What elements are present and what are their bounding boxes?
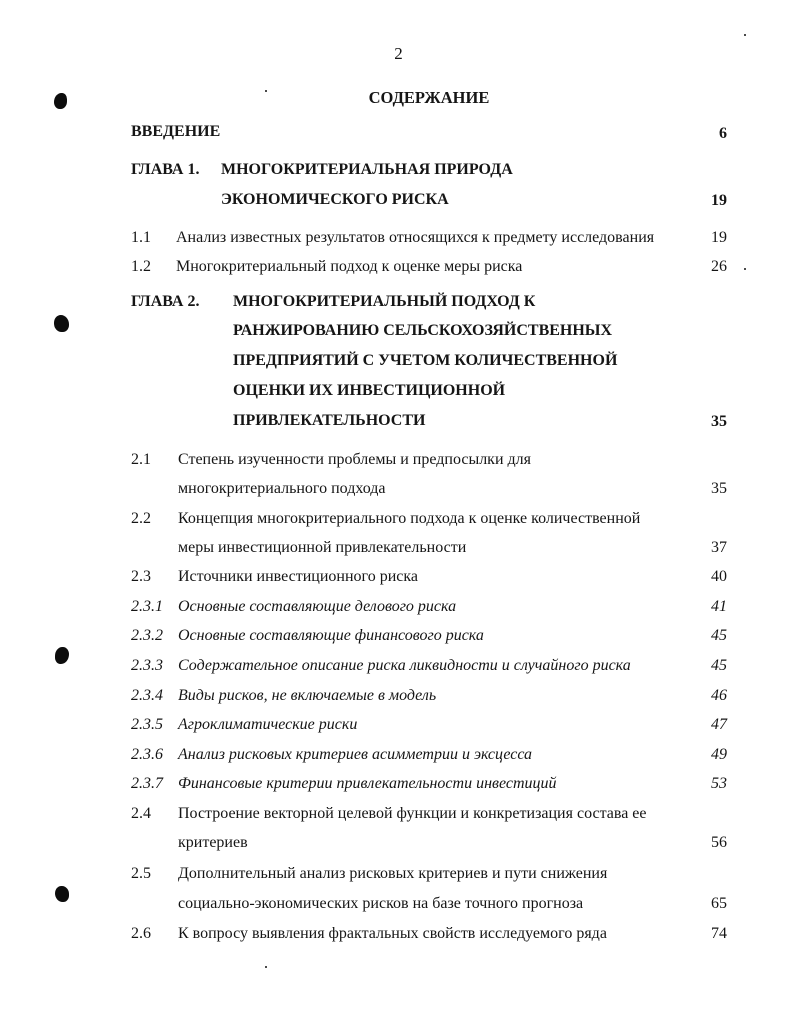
scan-blot-3	[55, 647, 69, 664]
section-2-5-title-line2: социально-экономических рисков на базе точного прогноза	[178, 895, 584, 912]
chapter2-title-line5: ПРИВЛЕКАТЕЛЬНОСТИ	[233, 412, 426, 429]
section-2-2-page: 37	[711, 539, 727, 556]
section-2-6-title: К вопросу выявления фрактальных свойств исследуемого ряда	[178, 925, 607, 942]
section-2-4-title-line2: критериев	[178, 834, 248, 851]
intro-page: 6	[719, 125, 727, 142]
section-1-2-page: 26	[711, 258, 727, 275]
section-2-3-3-title: Содержательное описание риска ликвидности и случайного риска	[178, 657, 631, 674]
chapter1-title-line1: МНОГОКРИТЕРИАЛЬНАЯ ПРИРОДА	[221, 161, 513, 178]
section-2-4-number: 2.4	[131, 805, 151, 822]
chapter1-title-line2: ЭКОНОМИЧЕСКОГО РИСКА	[221, 191, 449, 208]
section-2-3-5-page: 47	[711, 716, 727, 733]
scan-blot-4	[55, 886, 69, 902]
section-2-5-number: 2.5	[131, 865, 151, 882]
section-2-3-7-title: Финансовые критерии привлекательности инвестиций	[178, 775, 557, 792]
section-2-5-title-line1: Дополнительный анализ рисковых критериев и пути снижения	[178, 865, 608, 882]
section-2-4-title-line1: Построение векторной целевой функции и конкретизация состава ее	[178, 805, 647, 822]
section-2-3-7-number: 2.3.7	[131, 775, 163, 792]
section-2-3-7-page: 53	[711, 775, 727, 792]
section-2-6-number: 2.6	[131, 925, 151, 942]
section-2-3-title: Источники инвестиционного риска	[178, 568, 418, 585]
page-number: 2	[394, 44, 403, 63]
chapter2-title-line2: РАНЖИРОВАНИЮ СЕЛЬСКОХОЗЯЙСТВЕННЫХ	[233, 322, 613, 339]
chapter2-title-line3: ПРЕДПРИЯТИЙ С УЧЕТОМ КОЛИЧЕСТВЕННОЙ	[233, 352, 618, 369]
section-1-1-number: 1.1	[131, 229, 151, 246]
section-1-1-title: Анализ известных результатов относящихся к предмету исследования	[176, 229, 655, 246]
section-2-2-title-line2: меры инвестиционной привлекательности	[178, 539, 467, 556]
section-2-3-4-title: Виды рисков, не включаемые в модель	[178, 687, 437, 704]
scan-speck	[265, 966, 267, 968]
section-2-3-5-number: 2.3.5	[131, 716, 163, 733]
section-2-1-title-line2: многокритериального подхода	[178, 480, 386, 497]
intro-label: ВВЕДЕНИЕ	[131, 123, 221, 140]
section-2-3-5-title: Агроклиматические риски	[178, 716, 358, 733]
chapter2-title-line1: МНОГОКРИТЕРИАЛЬНЫЙ ПОДХОД К	[233, 293, 536, 310]
section-2-3-1-number: 2.3.1	[131, 598, 163, 615]
section-2-5-page: 65	[711, 895, 727, 912]
section-2-3-3-number: 2.3.3	[131, 657, 163, 674]
section-2-3-4-page: 46	[711, 687, 727, 704]
section-2-3-2-title: Основные составляющие финансового риска	[178, 627, 484, 644]
chapter2-page: 35	[711, 413, 727, 430]
section-2-1-title-line1: Степень изученности проблемы и предпосылки для	[178, 451, 531, 468]
page-title: СОДЕРЖАНИЕ	[368, 88, 490, 107]
section-2-4-page: 56	[711, 834, 727, 851]
section-2-3-3-page: 45	[711, 657, 727, 674]
section-2-3-6-number: 2.3.6	[131, 746, 163, 763]
section-2-2-title-line1: Концепция многокритериального подхода к оценке количественной	[178, 510, 641, 527]
section-2-3-6-title: Анализ рисковых критериев асимметрии и эксцесса	[178, 746, 533, 763]
scan-speck	[744, 34, 746, 36]
section-1-1-page: 19	[711, 229, 727, 246]
scan-speck	[744, 268, 746, 270]
section-2-3-1-page: 41	[711, 598, 727, 615]
chapter2-title-line4: ОЦЕНКИ ИХ ИНВЕСТИЦИОННОЙ	[233, 382, 506, 399]
section-2-3-1-title: Основные составляющие делового риска	[178, 598, 457, 615]
section-1-2-number: 1.2	[131, 258, 151, 275]
chapter2-number: ГЛАВА 2.	[131, 293, 200, 310]
section-2-3-4-number: 2.3.4	[131, 687, 163, 704]
section-2-3-2-number: 2.3.2	[131, 627, 163, 644]
section-1-2-title: Многокритериальный подход к оценке меры риска	[176, 258, 523, 275]
section-2-2-number: 2.2	[131, 510, 151, 527]
section-2-3-number: 2.3	[131, 568, 151, 585]
section-2-3-page: 40	[711, 568, 727, 585]
chapter1-page: 19	[711, 192, 727, 209]
section-2-3-6-page: 49	[711, 746, 727, 763]
section-2-1-page: 35	[711, 480, 727, 497]
section-2-3-2-page: 45	[711, 627, 727, 644]
section-2-1-number: 2.1	[131, 451, 151, 468]
section-2-6-page: 74	[711, 925, 727, 942]
scan-blot-2	[54, 315, 69, 332]
chapter1-number: ГЛАВА 1.	[131, 161, 200, 178]
